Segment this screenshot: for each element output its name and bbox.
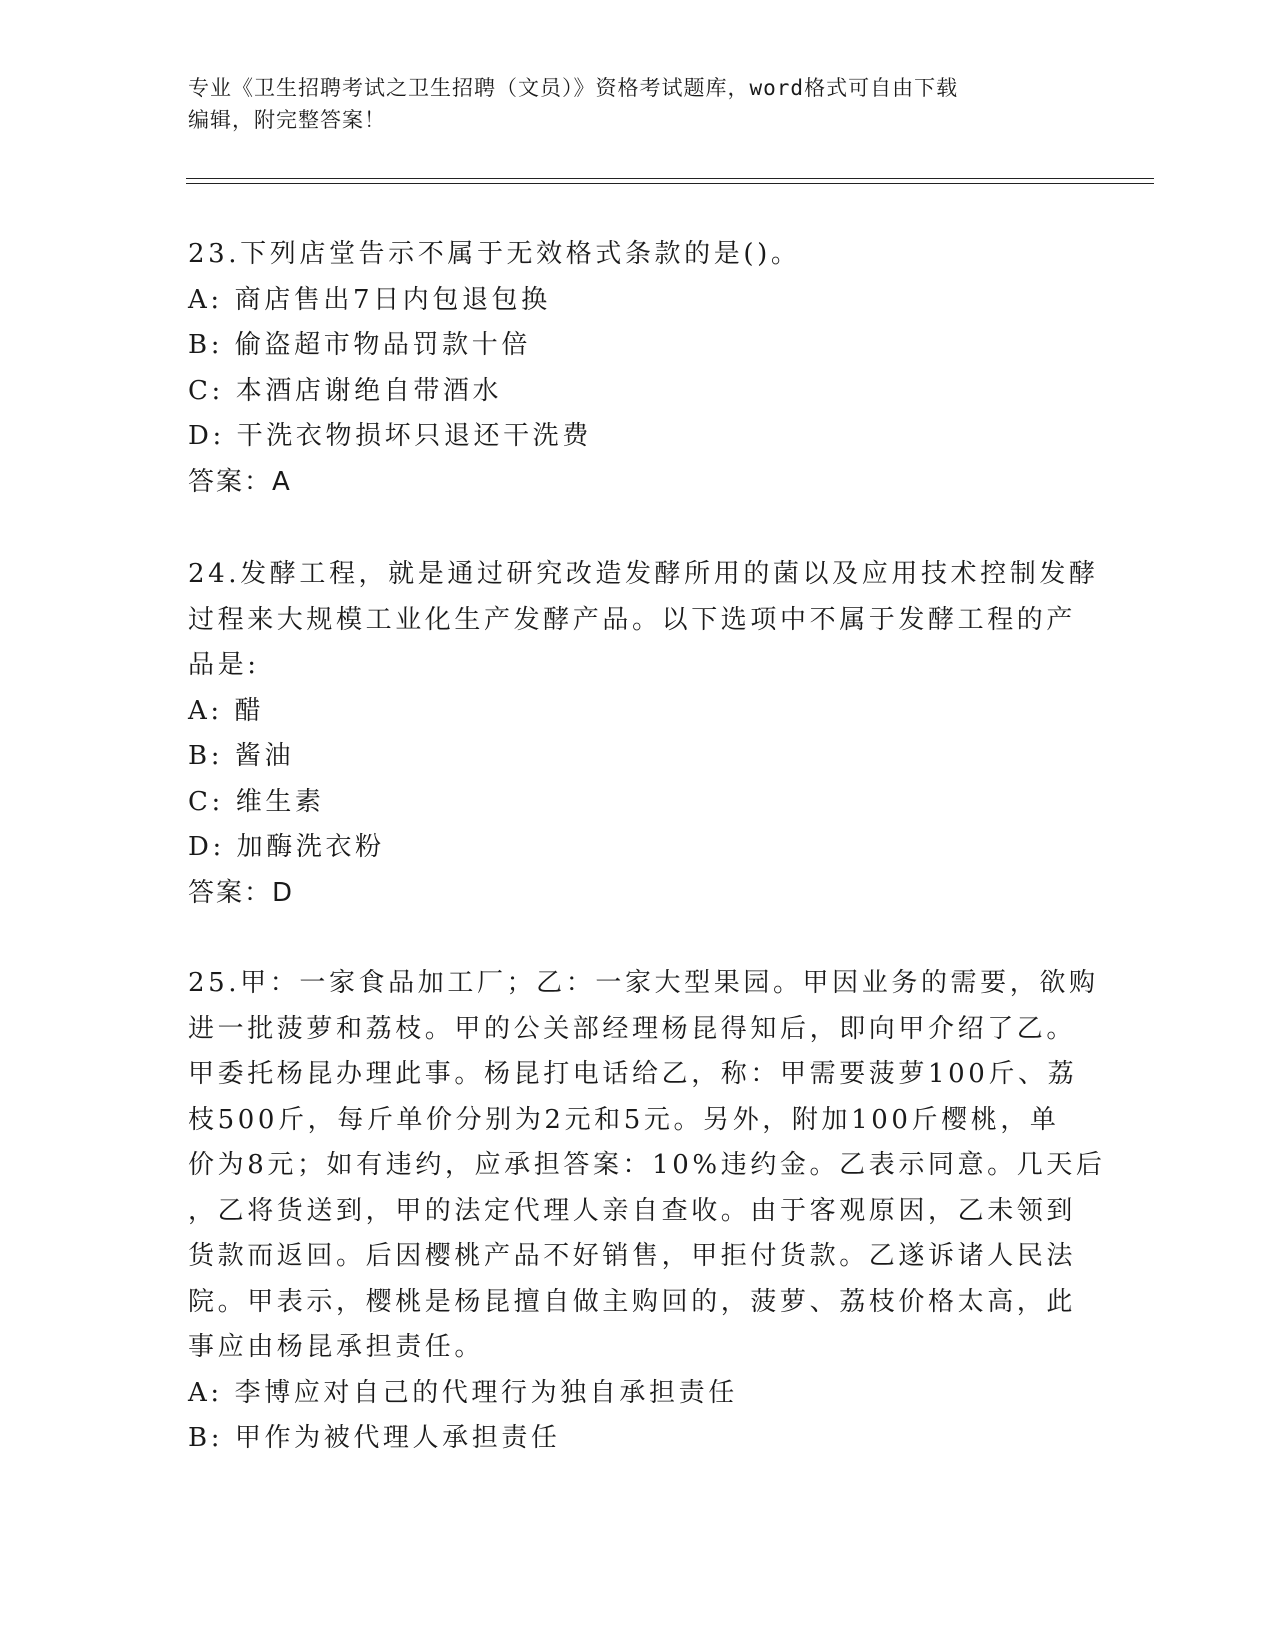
question-25 bbox=[188, 961, 1106, 1462]
question-23 bbox=[188, 232, 1078, 505]
header-line-2: 编辑，附完整答案！ bbox=[188, 108, 386, 132]
option-d: D: 加酶洗衣粉 bbox=[188, 832, 385, 862]
question-stem: 价为8元；如有违约，应承担答案：10%违约金。乙表示同意。几天后 bbox=[188, 1150, 1106, 1180]
question-stem: 甲委托杨昆办理此事。杨昆打电话给乙，称：甲需要菠萝100斤、荔 bbox=[188, 1059, 1078, 1089]
question-stem: 23.下列店堂告示不属于无效格式条款的是()。 bbox=[188, 239, 801, 269]
question-stem: 品是: bbox=[188, 650, 260, 680]
header-divider-top bbox=[186, 178, 1154, 179]
option-c: C: 维生素 bbox=[188, 786, 325, 817]
answer: 答案：A bbox=[188, 466, 292, 497]
question-stem: 过程来大规模工业化生产发酵产品。以下选项中不属于发酵工程的产 bbox=[188, 604, 1077, 635]
question-stem: 院。甲表示，樱桃是杨昆擅自做主购回的，菠萝、荔枝价格太高，此 bbox=[188, 1286, 1077, 1317]
answer: 答案：D bbox=[188, 877, 295, 908]
option-a: A: 商店售出7日内包退包换 bbox=[188, 284, 551, 315]
option-b: B: 酱油 bbox=[188, 741, 295, 771]
question-stem: ，乙将货送到，甲的法定代理人亲自查收。由于客观原因，乙未领到 bbox=[188, 1195, 1077, 1226]
header-divider-bottom bbox=[186, 183, 1154, 184]
question-stem: 事应由杨昆承担责任。 bbox=[188, 1332, 485, 1362]
option-b: B: 偷盗超市物品罚款十倍 bbox=[188, 330, 531, 360]
option-a: A: 李博应对自己的代理行为独自承担责任 bbox=[188, 1377, 738, 1408]
question-stem: 24.发酵工程，就是通过研究改造发酵所用的菌以及应用技术控制发酵 bbox=[188, 559, 1099, 589]
document-header bbox=[188, 72, 1088, 136]
option-c: C: 本酒店谢绝自带酒水 bbox=[188, 375, 503, 406]
question-stem: 货款而返回。后因樱桃产品不好销售，甲拒付货款。乙遂诉诸人民法 bbox=[188, 1241, 1077, 1271]
header-line-1: 专业《卫生招聘考试之卫生招聘（文员）》资格考试题库，word格式可自由下载 bbox=[188, 76, 959, 100]
question-stem: 25.甲：一家食品加工厂；乙：一家大型果园。甲因业务的需要，欲购 bbox=[188, 968, 1099, 998]
question-24 bbox=[188, 552, 1099, 916]
option-a: A: 醋 bbox=[188, 695, 265, 726]
option-d: D: 干洗衣物损坏只退还干洗费 bbox=[188, 421, 592, 451]
question-stem: 枝500斤，每斤单价分别为2元和5元。另外，附加100斤樱桃，单 bbox=[188, 1104, 1060, 1135]
option-b: B: 甲作为被代理人承担责任 bbox=[188, 1423, 561, 1453]
question-stem: 进一批菠萝和荔枝。甲的公关部经理杨昆得知后，即向甲介绍了乙。 bbox=[188, 1013, 1077, 1044]
